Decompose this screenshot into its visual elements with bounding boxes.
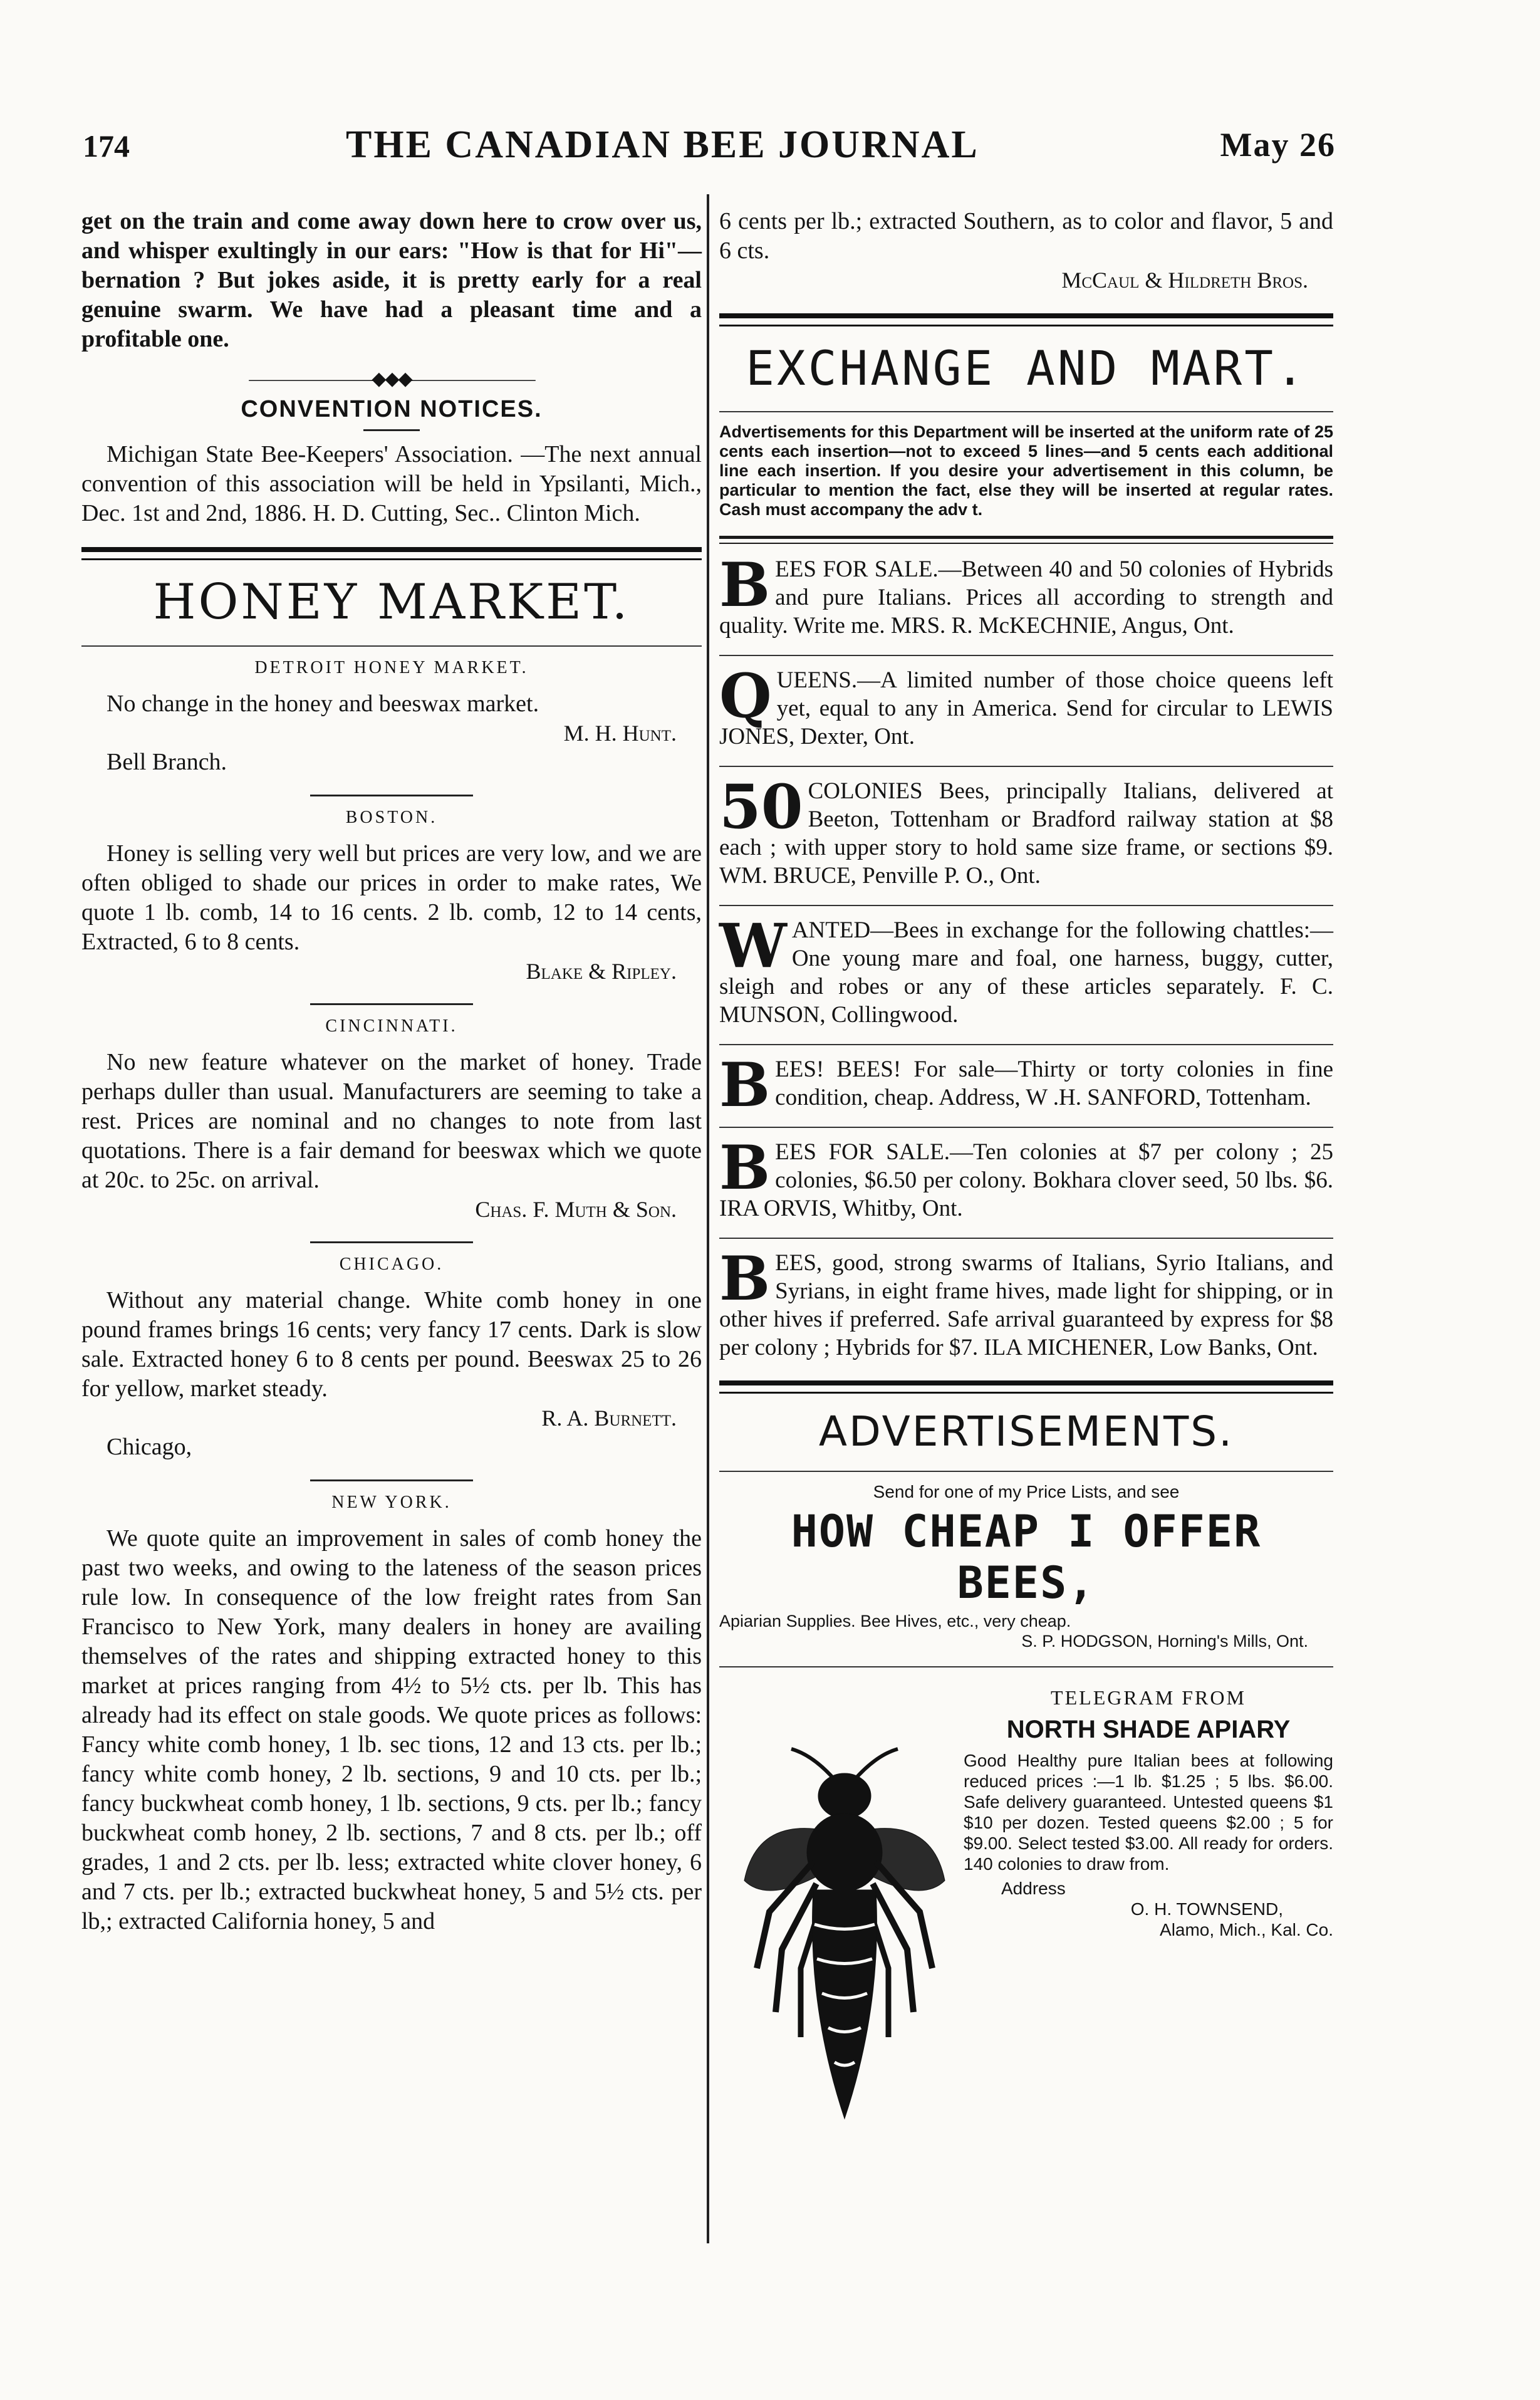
bee-icon — [732, 1743, 957, 2131]
rule — [81, 645, 702, 647]
classified-ad — [719, 910, 1333, 1029]
short-rule — [310, 1003, 473, 1005]
left-column — [81, 207, 702, 1936]
short-rule — [310, 1479, 473, 1481]
hodgson-line-1: Apiarian Supplies. Bee Hives, etc., very cheap. — [719, 1612, 1071, 1630]
ad-rule — [719, 905, 1333, 906]
section-rule — [719, 1380, 1333, 1394]
detroit-place: Bell Branch. — [107, 749, 227, 775]
ornament-divider: ———————◆◆◆——————— — [249, 368, 534, 389]
telegram-body: Good Healthy pure Italian bees at following reduced prices :—1 lb. $1.25 ; 5 lbs. $6.00. Safe delivery guaranteed. Untested queens $1 $10 per dozen. Tested queens $2.00 ; 5 for $9.00. Select tested $3.00. All ready for orders. 140 colonies to draw from. — [964, 1751, 1333, 1874]
page-number: 174 — [83, 128, 130, 164]
detroit-signature: M. H. Hunt. — [563, 721, 677, 746]
section-rule — [719, 313, 1333, 326]
ad-rule — [719, 1238, 1333, 1239]
classified-ad — [719, 1243, 1333, 1362]
drop-initial: 50 — [719, 771, 803, 842]
classified-ad — [719, 1132, 1333, 1223]
honey-market-title: HONEY MARKET. — [153, 574, 630, 630]
telegram-signature-2: Alamo, Mich., Kal. Co. — [1160, 1920, 1333, 1939]
ad-text: EES FOR SALE.—Ten colonies at $7 per colony ; 25 colonies, $6.50 per colony. Bokhara clover seed, 50 lbs. $6. IRA ORVIS, Whitby, Ont. — [719, 1139, 1333, 1221]
continued-text: 6 cents per lb.; extracted Southern, as to color and flavor, 5 and 6 cts. — [719, 208, 1333, 264]
ad-rule — [719, 1127, 1333, 1128]
chicago-place: Chicago, — [107, 1434, 192, 1460]
boston-heading: BOSTON. — [345, 808, 438, 827]
chicago-heading: CHICAGO. — [339, 1255, 444, 1274]
ad-text: COLONIES Bees, principally Italians, delivered at Beeton, Tottenham or Bradford railway station at $8 each ; with upper story to hold same size frame, or sections $9. WM. BRUCE, Penville P. O., Ont. — [719, 778, 1333, 889]
journal-title: THE CANADIAN BEE JOURNAL — [346, 123, 979, 166]
issue-date: May 26 — [1220, 126, 1336, 164]
advertisements-title: ADVERTISEMENTS. — [818, 1407, 1234, 1456]
mart-notice: Advertisements for this Department will be inserted at the uniform rate of 25 cents each insertion—not to exceed 5 lines—and 5 cents each additional line each insertion. If you desire your advertisement in this column, be particular to mention the fact, else they will be inserted at regular rates. Cash must accompany the adv t. — [719, 422, 1333, 519]
ad-text: ANTED—Bees in exchange for the following chattles:—One young mare and foal, one harness, buggy, cutter, sleigh and robes or any of these articles separately. F. C. MUNSON, Collingwood. — [719, 917, 1333, 1028]
detroit-text: No change in the honey and beeswax market. — [107, 691, 539, 717]
queen-bee-illustration — [732, 1743, 957, 2131]
newyork-text: We quote quite an improvement in sales of comb honey the past two weeks, and owing to the lateness of the season prices rule low. In consequence of the low freight rates from San Francisco to New York, many dealers in honey are availing themselves of the rates and shipping extracted honey to this market at prices ranging from 4½ to 5½ cts. per lb. This has already had its effect on stale goods. We quote prices as follows: Fancy white comb honey, 1 lb. sec tions, 12 and 13 cts. per lb.; fancy white comb honey, 2 lb. sections, 9 and 10 cts. per lb.; fancy buckwheat comb honey, 1 lb. sections, 9 cts. per lb.; fancy buckwheat comb honey, 2 lb. sections, 7 and 8 cts. per lb.; off grades, 1 and 2 cts. per lb. less; extracted white clover honey, 6 and 7 cts. per lb.; extracted buckwheat honey, 5 and 5½ cts. per lb,; extracted California honey, 5 and — [81, 1525, 702, 1934]
convention-text: Michigan State Bee-Keepers' Association. —The next annual convention of this association will be held in Ypsilanti, Mich., Dec. 1st and 2nd, 1886. H. D. Cutting, Sec.. Clinton Mich. — [81, 441, 702, 526]
chicago-signature: R. A. Burnett. — [541, 1406, 677, 1431]
rule — [719, 411, 1333, 412]
cincinnati-text: No new feature whatever on the market of honey. Trade perhaps duller than usual. Manufacturers are seeming to take a rest. Prices are nominal and no changes to note from last quotations. There is a fair demand for beeswax which we quote at 20c. to 25c. on arrival. — [81, 1049, 702, 1193]
telegram-ad — [719, 1686, 1333, 2163]
drop-initial: B — [719, 1050, 771, 1120]
boston-text: Honey is selling very well but prices are very low, and we are often obliged to shade our prices in order to make rates, We quote 1 lb. comb, 14 to 16 cents. 2 lb. comb, 12 to 14 cents, Extracted, 6 to 8 cents. — [81, 840, 702, 955]
classified-ad — [719, 1050, 1333, 1120]
detroit-heading: DETROIT HONEY MARKET. — [254, 658, 529, 677]
telegram-signature-1: O. H. TOWNSEND, — [1130, 1899, 1283, 1919]
classified-ad — [719, 550, 1333, 640]
short-rule — [363, 429, 420, 431]
ad-text: EES FOR SALE.—Between 40 and 50 colonies of Hybrids and pure Italians. Prices all according to strength and quality. Write me. MRS. R. McKECHNIE, Angus, Ont. — [719, 556, 1333, 639]
section-rule — [81, 547, 702, 560]
hodgson-line-2: S. P. HODGSON, Horning's Mills, Ont. — [1021, 1632, 1308, 1651]
short-rule — [310, 795, 473, 796]
drop-initial: Q — [719, 660, 772, 731]
newyork-heading: NEW YORK. — [331, 1493, 452, 1512]
continued-signature: McCaul & Hildreth Bros. — [1061, 268, 1308, 293]
drop-initial: B — [719, 1243, 771, 1314]
classified-ad — [719, 660, 1333, 751]
telegram-address-label: Address — [1001, 1879, 1066, 1898]
apiary-name: NORTH SHADE APIARY — [1006, 1716, 1291, 1743]
convention-title: CONVENTION NOTICES. — [241, 396, 543, 422]
telegram-heading: TELEGRAM FROM — [1051, 1686, 1246, 1709]
right-column — [719, 207, 1333, 2163]
telegram-text-block — [964, 1686, 1333, 1940]
rule — [719, 1666, 1333, 1667]
ad-rule — [719, 1044, 1333, 1045]
ad-text: EES, good, strong swarms of Italians, Syrio Italians, and Syrians, in eight frame hives, made light for shipping, or in other hives if preferred. Safe arrival guaranteed by express for $8 per colony ; Hybrids for $7. ILA MICHENER, Low Banks, Ont. — [719, 1250, 1333, 1360]
cincinnati-heading: CINCINNATI. — [325, 1016, 458, 1036]
page-header — [83, 119, 1336, 175]
short-rule — [310, 1241, 473, 1243]
ad-text: UEENS.—A limited number of those choice queens left yet, equal to any in America. Send for circular to LEWIS JONES, Dexter, Ont. — [719, 667, 1333, 749]
ad-rule — [719, 536, 1333, 544]
boston-signature: Blake & Ripley. — [526, 959, 677, 984]
drop-initial: W — [719, 910, 787, 981]
price-list-line: Send for one of my Price Lists, and see — [873, 1482, 1180, 1501]
cincinnati-signature: Chas. F. Muth & Son. — [475, 1197, 677, 1222]
ad-rule — [719, 655, 1333, 656]
classified-ad — [719, 771, 1333, 890]
drop-initial: B — [719, 1132, 771, 1203]
intro-paragraph: get on the train and come away down here to crow over us, and whisper exultingly in our ears: "How is that for Hi"—bernation ? But jokes aside, it is pretty early for a real genuine swarm. We have had a pleasant time and a profitable one. — [81, 208, 702, 352]
cheap-bees-title: HOW CHEAP I OFFER BEES, — [791, 1506, 1262, 1609]
ad-rule — [719, 766, 1333, 767]
drop-initial: B — [719, 550, 771, 620]
column-divider — [707, 194, 709, 2243]
chicago-text: Without any material change. White comb honey in one pound frames brings 16 cents; very fancy 17 cents. Dark is slow sale. Extracted honey 6 to 8 cents per pound. Beeswax 25 to 26 for yellow, market steady. — [81, 1287, 702, 1402]
exchange-mart-title: EXCHANGE AND MART. — [746, 340, 1307, 396]
rule — [719, 1471, 1333, 1472]
ad-text: EES! BEES! For sale—Thirty or torty colonies in fine condition, cheap. Address, W .H. SANFORD, Tottenham. — [775, 1057, 1333, 1110]
